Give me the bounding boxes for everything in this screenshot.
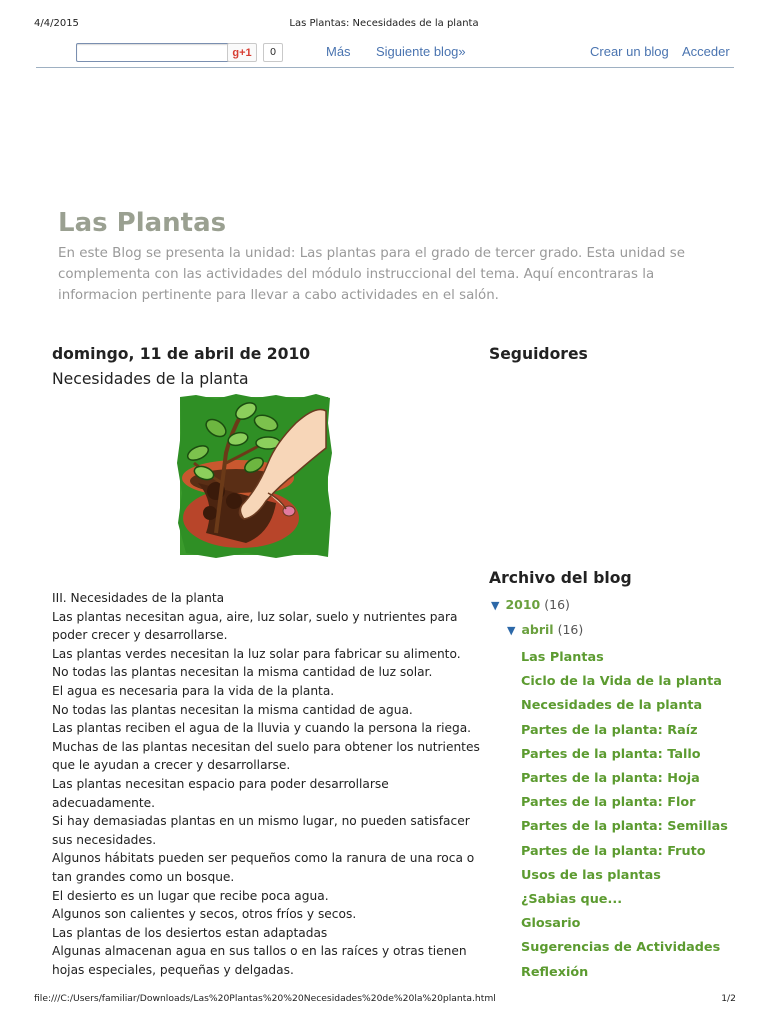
archive-year-link[interactable]: 2010 <box>505 597 541 612</box>
print-header <box>0 18 768 32</box>
print-page-title: Las Plantas: Necesidades de la planta <box>289 18 479 29</box>
archive-post-link[interactable]: Sugerencias de Actividades <box>521 940 721 956</box>
archive-post-link[interactable]: Reflexión <box>521 964 589 980</box>
post-body-line: Algunos son calientes y secos, otros fríos y secos. <box>52 907 357 922</box>
archive-post-link[interactable]: Partes de la planta: Semillas <box>521 819 728 835</box>
archive-post-link[interactable]: Ciclo de la Vida de la planta <box>521 674 722 690</box>
print-url: file:///C:/Users/familiar/Downloads/Las%20Plantas%20%20Necesidades%20de%20la%20planta.html <box>34 993 496 1004</box>
more-link[interactable]: Más <box>326 44 351 59</box>
post-body-line: hojas especiales, pequeñas y delgadas. <box>52 962 294 977</box>
post-body-line: Las plantas verdes necesitan la luz solar para fabricar su alimento. <box>52 646 461 661</box>
post-body-line: que le ayudan a crecer y desarrollarse. <box>52 758 291 773</box>
blogger-navbar <box>36 40 734 68</box>
post-body-line: No todas las plantas necesitan la misma cantidad de luz solar. <box>52 665 433 680</box>
post-body-line: Las plantas de los desiertos estan adaptadas <box>52 925 328 940</box>
archive-post-link[interactable]: Partes de la planta: Raíz <box>521 722 698 738</box>
archive-post-link[interactable]: Partes de la planta: Hoja <box>521 771 700 787</box>
post-body-line: El agua es necesaria para la vida de la planta. <box>52 683 335 698</box>
print-footer <box>0 993 768 1007</box>
post-body-line: Las plantas necesitan espacio para poder desarrollarse <box>52 776 389 791</box>
google-plus-icon: g+1 <box>232 46 252 59</box>
archive-post-link[interactable]: Glosario <box>521 916 581 932</box>
archive-post-link[interactable]: Partes de la planta: Fruto <box>521 843 706 859</box>
post-body-line: Si hay demasiadas plantas en un mismo lugar, no pueden satisfacer <box>52 814 470 829</box>
archive-post-link[interactable]: Usos de las plantas <box>521 867 661 883</box>
post-body-line: III. Necesidades de la planta <box>52 591 225 605</box>
archive-year-2010[interactable] <box>491 597 570 612</box>
post-body <box>52 589 480 979</box>
followers-heading: Seguidores <box>489 345 588 363</box>
print-page-number: 1/2 <box>721 993 736 1004</box>
post-body-line: tan grandes como un bosque. <box>52 869 235 884</box>
next-blog-link[interactable]: Siguiente blog» <box>376 44 466 59</box>
post-title[interactable]: Necesidades de la planta <box>52 370 249 388</box>
post-body-line: Muchas de las plantas necesitan del suelo para obtener los nutrientes <box>52 739 480 754</box>
post-body-line: Algunas almacenan agua en sus tallos o en las raíces y otras tienen <box>52 944 467 959</box>
post-body-line: sus necesidades. <box>52 832 157 847</box>
blog-description: En este Blog se presenta la unidad: Las plantas para el grado de tercer grado. Esta unidad se complementa con las actividades del módulo instruccional del tema. Aquí encontraras la informacion pertinente para llevar a cabo actividades en el salón. <box>58 246 686 303</box>
create-blog-link[interactable]: Crear un blog <box>590 44 669 59</box>
blog-title[interactable]: Las Plantas <box>58 208 227 238</box>
archive-post-link[interactable]: Partes de la planta: Tallo <box>521 746 701 762</box>
sign-in-link[interactable]: Acceder <box>682 44 730 59</box>
google-plus-count: 0 <box>263 43 283 62</box>
post-body-line: Las plantas reciben el agua de la lluvia y cuando la persona la riega. <box>52 721 472 736</box>
print-date: 4/4/2015 <box>34 18 79 29</box>
archive-heading: Archivo del blog <box>489 569 632 587</box>
archive-post-link[interactable]: ¿Sabias que... <box>521 892 623 908</box>
archive-post-link[interactable]: Partes de la planta: Flor <box>521 795 696 811</box>
post-body-line: adecuadamente. <box>52 795 156 810</box>
google-plus-one-button[interactable] <box>227 43 257 62</box>
post-body-line: poder crecer y desarrollarse. <box>52 628 228 643</box>
archive-month-link[interactable]: abril <box>521 622 554 637</box>
archive-month-april[interactable] <box>507 622 583 637</box>
post-body-line: No todas las plantas necesitan la misma cantidad de agua. <box>52 702 413 717</box>
archive-month-count: (16) <box>557 622 584 637</box>
post-body-line: Algunos hábitats pueden ser pequeños como la ranura de una roca o <box>52 851 475 866</box>
archive-posts-list <box>521 646 761 985</box>
archive-post-link[interactable]: Las Plantas <box>521 650 604 665</box>
post-body-line: El desierto es un lugar que recibe poca agua. <box>52 888 329 903</box>
plant-hand-illustration[interactable] <box>176 393 332 559</box>
archive-post-link[interactable]: Necesidades de la planta <box>521 698 703 714</box>
post-date-header: domingo, 11 de abril de 2010 <box>52 345 311 363</box>
expand-down-icon[interactable]: ▼ <box>491 599 500 612</box>
post-body-line: Las plantas necesitan agua, aire, luz solar, suelo y nutrientes para <box>52 609 458 624</box>
archive-year-count: (16) <box>544 597 570 612</box>
expand-down-icon[interactable]: ▼ <box>507 624 516 637</box>
